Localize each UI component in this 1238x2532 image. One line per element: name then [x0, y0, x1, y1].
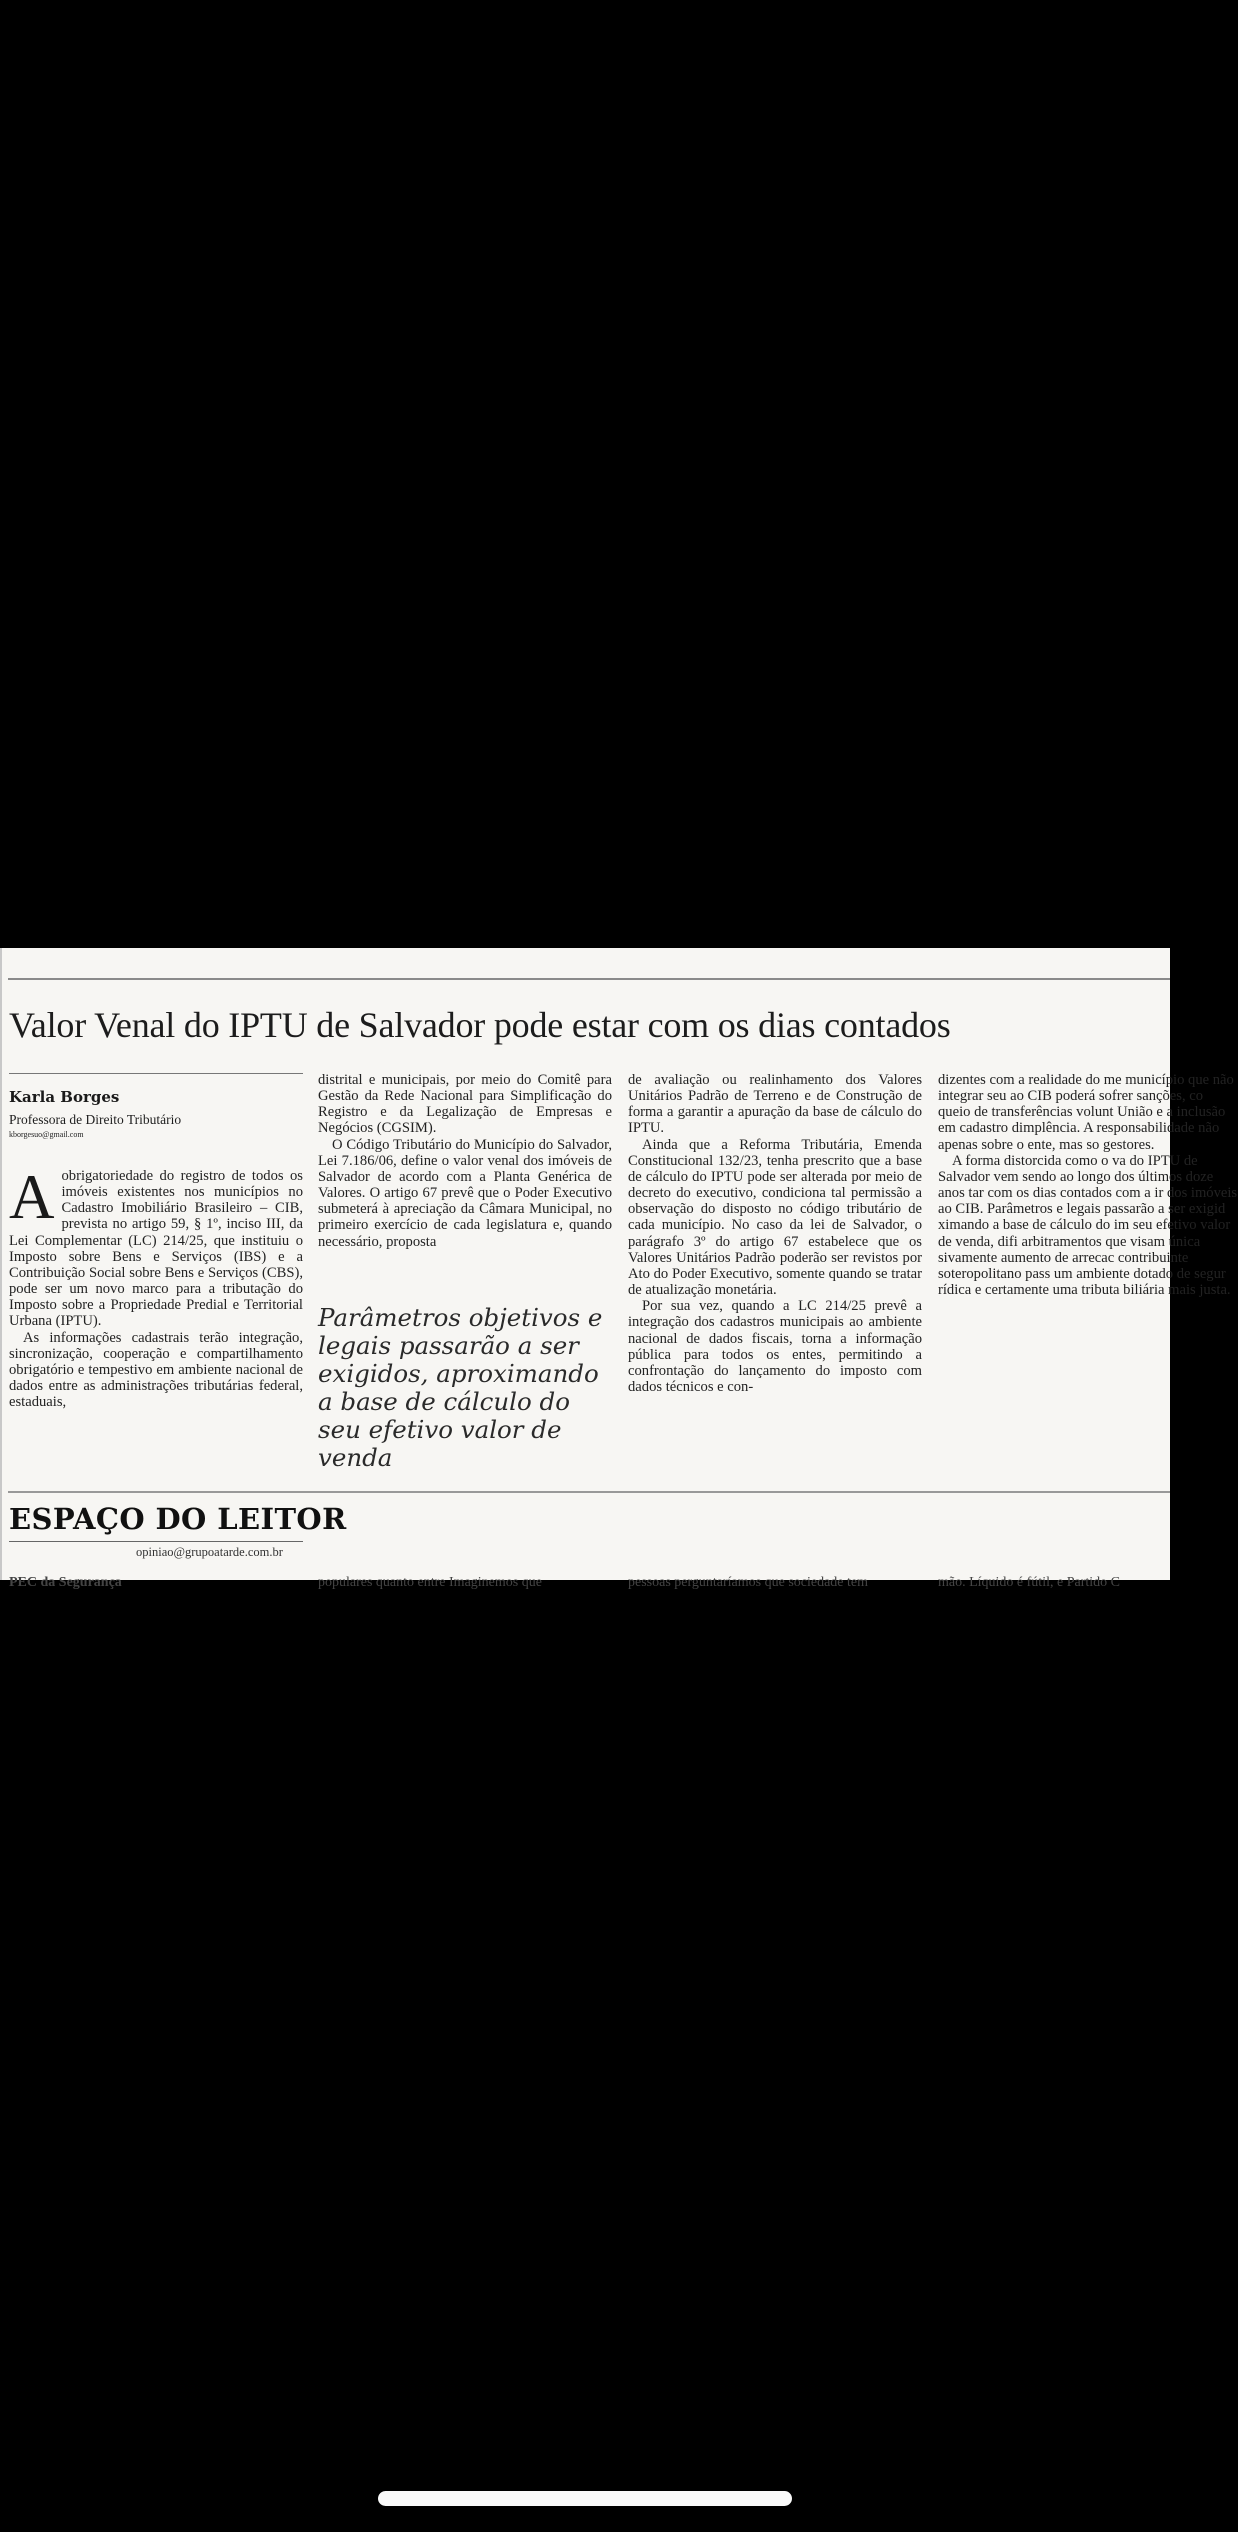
article-column-1 — [9, 1162, 303, 1411]
article-column-3 — [628, 1072, 922, 1395]
pull-quote: Parâmetros objetivos e legais passarão a ser exigidos, aproximando a base de cálculo do seu efetivo valor de venda — [318, 1303, 603, 1472]
newspaper-photo — [0, 948, 1238, 1590]
top-rule — [8, 978, 1170, 980]
column-3-paragraph-2: Ainda que a Reforma Tributária, Emenda Constitucional 132/23, tenha prescrito que a base de cálculo do IPTU pode ser alterada por meio de decreto do executivo, condiciona tal permissão a observação do disposto no código tributário de cada município. No caso da lei de Salvador, o parágrafo 3º do artigo 67 estabelece que os Valores Unitários Padrão poderão ser revistos por Ato do Poder Executivo, somente quando se tratar de atualização monetária. — [628, 1136, 922, 1299]
cut-text-line: populares quanto entre Imaginemos que — [318, 1575, 542, 1590]
section-title: ESPAÇO DO LEITOR — [9, 1502, 347, 1536]
section-email: opiniao@grupoatarde.com.br — [136, 1545, 283, 1559]
section-title-rule — [9, 1541, 303, 1542]
column-1-paragraph-2: As informações cadastrais terão integração, sincronização, cooperação e compartilhamento obrigatório e tempestivo em ambiente nacional de dados entre as administrações tributárias federal, estaduais, — [9, 1329, 303, 1411]
column-3-paragraph-1: de avaliação ou realinhamento dos Valores Unitários Padrão de Terreno e de Construção de forma a garantir a apuração da base de cálculo do IPTU. — [628, 1072, 922, 1137]
home-indicator[interactable] — [378, 2491, 792, 2506]
column-3-paragraph-3: Por sua vez, quando a LC 214/25 prevê a integração dos cadastros municipais ao ambiente nacional de dados fiscais, torna a informação pública para todos os entes, permitindo a confrontação do lançamento do imposto com dados técnicos e con- — [628, 1298, 922, 1395]
column-1-paragraph-1: obrigatoriedade do registro de todos os imóveis existentes nos municípios no Cadastro Imobiliário Brasileiro – CIB, prevista no artigo 59, § 1º, inciso III, da Lei Complementar (LC) 214/25, que instituiu o Imposto sobre Bens e Serviços (IBS) e a Contribuição Social sobre Bens e Serviços (CBS), pode ser um novo marco para a tributação do Imposto sobre a Propriedade Predial e Territorial Urbana (IPTU). — [9, 1168, 303, 1330]
cut-text-line: pessoas perguntaríamos que sociedade tem — [628, 1575, 869, 1590]
article-column-4 — [938, 1072, 1238, 1298]
column-2-paragraph-1: distrital e municipais, por meio do Comitê para Gestão da Rede Nacional para Simplificação do Registro e da Legalização de Empresas e Negócios (CGSIM). — [318, 1072, 612, 1137]
byline-rule — [9, 1073, 303, 1074]
cut-text-line: mão. Líquido é fútil, e Partido C — [938, 1575, 1120, 1590]
page-edge-rule — [0, 948, 2, 1580]
author-email: kborgesuo@gmail.com — [9, 1130, 84, 1139]
article-column-2 — [318, 1072, 612, 1250]
column-2-paragraph-2: O Código Tributário do Município do Salvador, Lei 7.186/06, define o valor venal dos imóveis de Salvador de acordo com a Planta Genérica de Valores. O artigo 67 prevê que o Poder Executivo submeterá à apreciação da Câmara Municipal, no primeiro exercício de cada legislatura e, quando necessário, proposta — [318, 1136, 612, 1250]
cut-text-line: PEC da Segurança — [9, 1575, 122, 1590]
column-4-paragraph-1: dizentes com a realidade do me município que não integrar seu ao CIB poderá sofrer sanções, co queio de transferências volunt União e a inclusão em cadastro dimplência. A responsabilidade não apenas sobre o ente, mas so gestores. — [938, 1072, 1234, 1153]
column-4-paragraph-2: A forma distorcida como o va do IPTU de Salvador vem sendo ao longo dos últimos doze anos tar com os dias contados com a ir dos imóveis ao CIB. Parâmetros e legais passarão a ser exigid ximando a base de cálculo do im seu efetivo valor de venda, difi arbitramentos que visam única sivamente aumento de arrecac contribuinte soteropolitano pass um ambiente dotado de segur rídica e certamente uma tributa biliária mais justa. — [938, 1152, 1238, 1299]
section-divider — [8, 1491, 1170, 1493]
article-headline: Valor Venal do IPTU de Salvador pode estar com os dias contados — [9, 1005, 951, 1045]
author-role: Professora de Direito Tributário — [9, 1112, 182, 1127]
author-name: Karla Borges — [9, 1088, 120, 1106]
drop-cap: A — [9, 1162, 55, 1232]
